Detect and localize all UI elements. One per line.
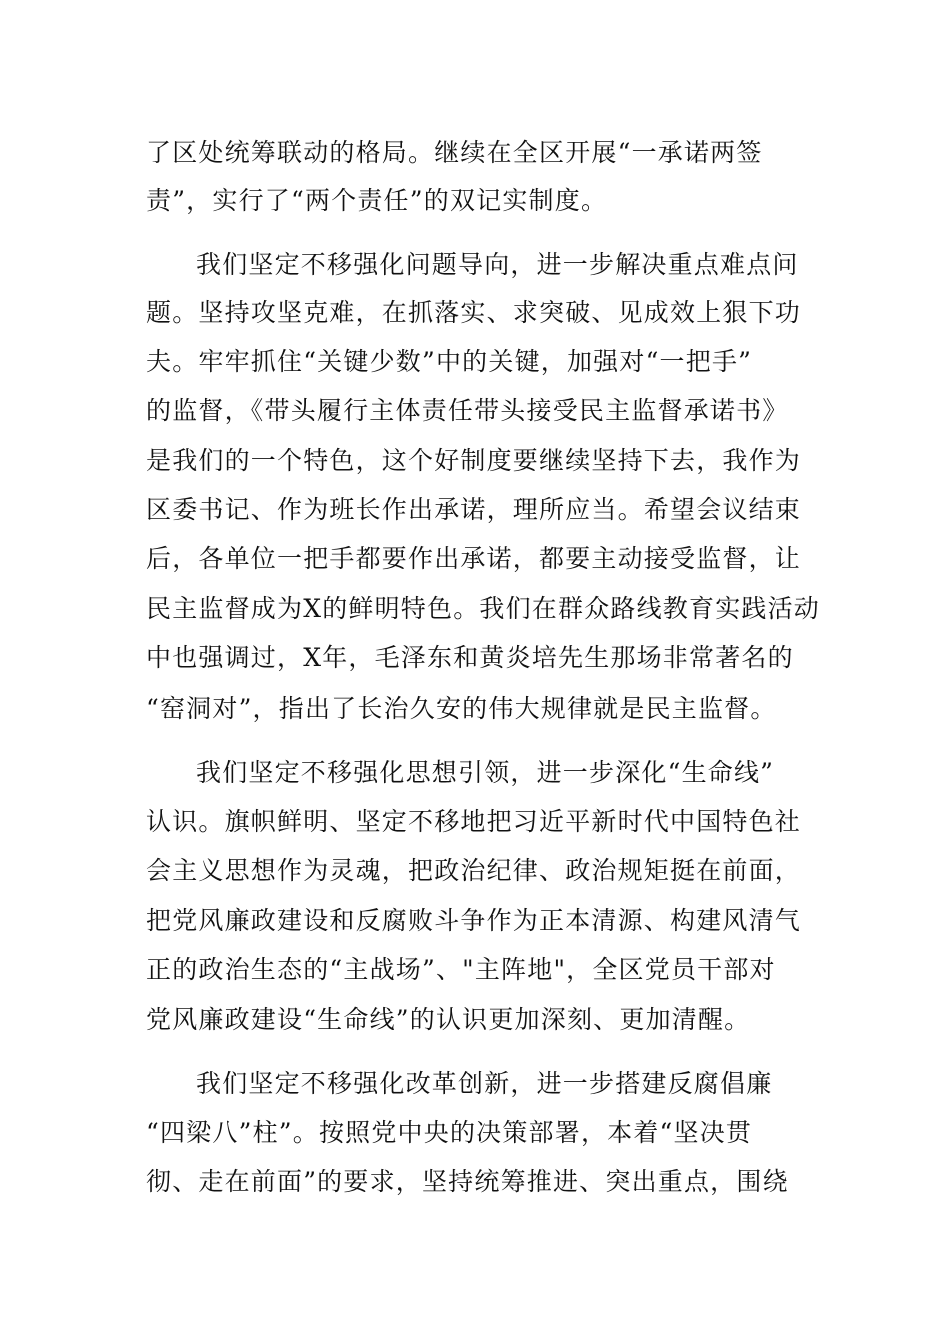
paragraph-first-line: 我们坚定不移强化思想引领，进一步深化“生命线” [196,758,775,787]
text-line: 民主监督成为X的鲜明特色。我们在群众路线教育实践活动 [146,594,821,623]
text-line: 后，各单位一把手都要作出承诺，都要主动接受监督，让 [146,544,802,573]
text-line: 是我们的一个特色，这个好制度要继续坚持下去，我作为 [146,446,802,475]
paragraph-first-line: 我们坚定不移强化问题导向，进一步解决重点难点问 [196,250,799,279]
text-line: 中也强调过，X年，毛泽东和黄炎培先生那场非常著名的 [146,643,794,672]
text-line: 会主义思想作为灵魂，把政治纪律、政治规矩挺在前面， [146,856,802,885]
text-line: 区委书记、作为班长作出承诺，理所应当。希望会议结束 [146,495,802,524]
text-line: “窑洞对”，指出了长治久安的伟大规律就是民主监督。 [146,694,777,723]
text-line: 的监督，《带头履行主体责任带头接受民主监督承诺书》 [146,396,789,425]
paragraph-first-line: 我们坚定不移强化改革创新，进一步搭建反腐倡廉 [196,1069,773,1098]
text-line: 责”，实行了“两个责任”的双记实制度。 [146,186,608,215]
text-line: 正的政治生态的“主战场”、"主阵地"，全区党员干部对 [146,955,776,984]
text-line: 把党风廉政建设和反腐败斗争作为正本清源、构建风清气 [146,906,802,935]
text-line: 题。坚持攻坚克难，在抓落实、求突破、见成效上狠下功 [146,298,802,327]
text-line: 夫。牢牢抓住“关键少数”中的关键，加强对“一把手” [146,347,753,376]
text-line: 认识。旗帜鲜明、坚定不移地把习近平新时代中国特色社 [146,807,802,836]
text-line: 彻、走在前面”的要求，坚持统筹推进、突出重点，围绕 [146,1167,789,1196]
text-line: 了区处统筹联动的格局。继续在全区开展“一承诺两签 [146,138,763,167]
text-line: “四梁八”柱”。按照党中央的决策部署，本着“坚决贯 [146,1118,753,1147]
text-line: 党风廉政建设“生命线”的认识更加深刻、更加清醒。 [146,1005,751,1034]
